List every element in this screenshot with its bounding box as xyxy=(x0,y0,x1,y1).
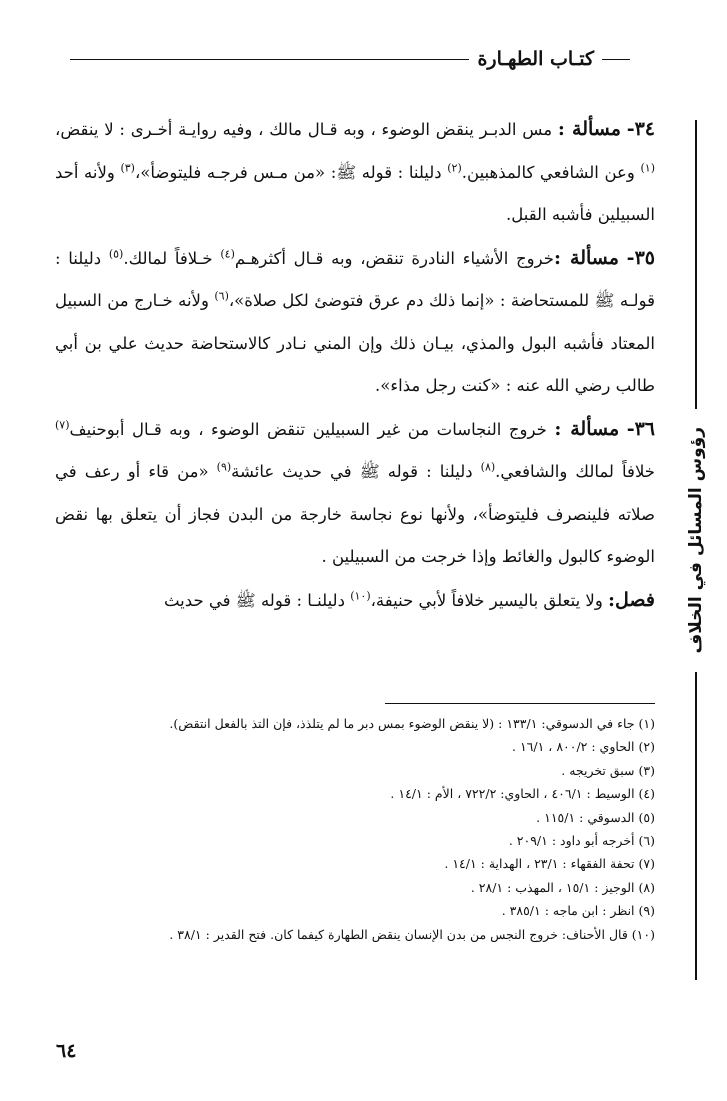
footnote-ref: (٣) xyxy=(120,161,135,174)
footnote-ref: (١) xyxy=(640,161,655,174)
footnote-item: (٤) الوسيط : ٤٠٦/١ ، الحاوي: ٧٢٢/٢ ، الأم : ١٤/١ . xyxy=(390,786,655,802)
footnote-ref: (٤) xyxy=(220,247,235,260)
issue-paragraph xyxy=(55,108,655,237)
footnote-item: (٦) أخرجه أبو داود : ٢٠٩/١ . xyxy=(508,833,655,849)
page-number: ٦٤ xyxy=(56,1040,77,1062)
text-segment: ولأنه أحد السبيلين فأشبه القبل. xyxy=(55,162,655,224)
text-segment: وعن الشافعي كالمذهبين. xyxy=(461,162,641,182)
footnote-ref: (٢) xyxy=(447,161,462,174)
footnote-separator xyxy=(385,703,655,704)
footnote-item: (٣) سبق تخريجه . xyxy=(561,762,655,778)
header-rule-right xyxy=(602,59,630,60)
issue-paragraph xyxy=(55,237,655,408)
footnote-item: (١) جاء في الدسوقي: ١٣٣/١ : (لا ينقض الوضوء بمس دبر ما لم يتلذذ، فإن التذ بالفعل انتقض). xyxy=(169,716,655,731)
issue-number: ٣٥- xyxy=(626,246,655,269)
book-title-vertical: رؤوس المسائل في الخلاف xyxy=(686,427,706,654)
header-rule-left xyxy=(70,59,469,60)
text-segment: دليلنـا : قوله ﷺ في حديث xyxy=(163,590,351,610)
text-segment: دليلنا : قوله ﷺ في حديث عائشة xyxy=(231,462,481,481)
text-segment: دليلنا : قوله ﷺ: «من مـس فرجـه فليتوضأ»، xyxy=(134,162,448,182)
text-segment: دليلنا : قولـه ﷺ للمستحاضة : «إنما ذلك دم عرق فتوضئ لكل صلاة»، xyxy=(55,248,655,310)
footnote-item: (١٠) قال الأحناف: خروج النجس من بدن الإنسان ينقض الطهارة كيفما كان. فتح القدير : ٣٨/١ . xyxy=(169,926,655,942)
text-segment: ولأنه خـارج من السبيل المعتاد فأشبه البول والمذي، بيـان ذلك وإن المني نـادر كالاستحاضة حديث علي بن أبي طالب رضي الله عنه : «كنت رجل مذاء». xyxy=(55,291,655,395)
footnotes xyxy=(55,712,655,946)
issue-number: ٣٦- xyxy=(626,417,655,440)
footnote-ref: (٨) xyxy=(480,460,496,474)
issue-paragraph xyxy=(55,408,655,579)
footnote-ref: (١٠) xyxy=(350,589,371,602)
running-head xyxy=(70,44,630,74)
text-segment: خروج النجاسات من غير السبيلين تنقض الوضوء ، وبه قـال أبوحنيف xyxy=(69,419,555,439)
issue-label: مسألة : xyxy=(554,417,620,440)
footnote-ref: (٩) xyxy=(216,460,232,474)
issue-label: مسألة : xyxy=(557,118,621,140)
text-segment: ولا يتعلق باليسير خلافاً لأبي حنيفة، xyxy=(370,590,609,610)
issue-label: فصل: xyxy=(608,588,655,611)
footnote-ref: (٧) xyxy=(55,418,70,431)
side-rule-top xyxy=(695,120,697,409)
footnote-ref: (٥) xyxy=(108,247,124,260)
text-segment: «من قاء أو رعف في صلاته فلينصرف فليتوضأ»، ولأنها نوع نجاسة خارجة من البدن فجاز أن يتعلق بها نقض الوضوء كالبول والغائط وإذا خرجت من السبيلين . xyxy=(55,462,655,566)
side-rule-bottom xyxy=(695,672,697,980)
text-segment: خروج الأشياء النادرة تنقض، وبه قـال أكثرهـم xyxy=(234,248,554,268)
issue-label: مسألة : xyxy=(553,246,619,269)
main-text xyxy=(55,108,655,622)
text-segment: خـلافاً لمالك. xyxy=(123,248,221,268)
text-segment: مس الدبـر ينقض الوضوء ، وبه قـال مالك ، وفيه روايـة أخـرى : لا ينقض، xyxy=(55,120,558,139)
footnote-item: (٢) الحاوي : ٨٠٠/٢ ، ١٦/١ . xyxy=(512,739,655,755)
footnote-item: (٩) انظر : ابن ماجه : ٣٨٥/١ . xyxy=(501,903,655,919)
issue-paragraph xyxy=(55,579,655,623)
footnote-item: (٨) الوجيز : ١٥/١ ، المهذب : ٢٨/١ . xyxy=(470,879,655,895)
side-title-bar xyxy=(677,120,715,980)
chapter-title: كتـاب الطهـارة xyxy=(477,48,594,70)
footnote-item: (٧) تحفة الفقهاء : ٢٣/١ ، الهداية : ١٤/١ . xyxy=(444,856,655,872)
footnote-item: (٥) الدسوقي : ١١٥/١ . xyxy=(536,809,655,825)
text-segment: خلافاً لمالك والشافعي. xyxy=(495,462,655,481)
issue-number: ٣٤- xyxy=(626,118,655,140)
footnote-ref: (٦) xyxy=(214,289,229,303)
